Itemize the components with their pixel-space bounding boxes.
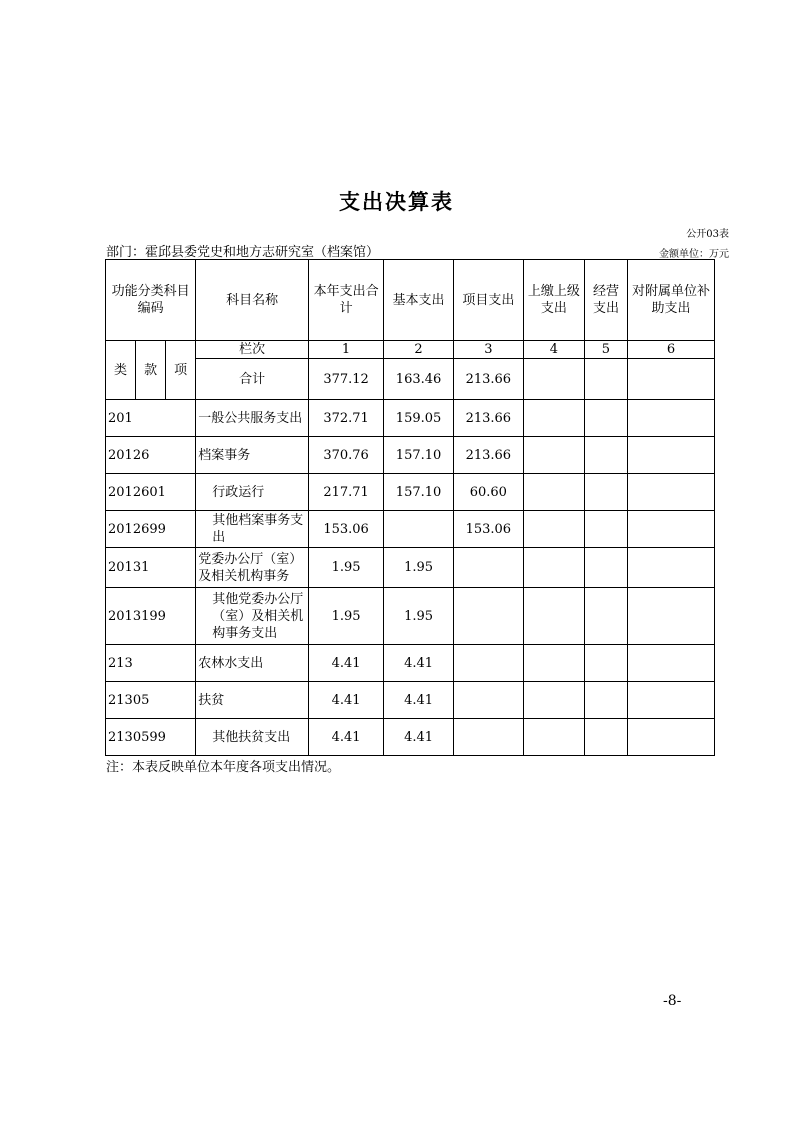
row-total: 1.95 [308,588,383,645]
row-project [453,548,523,588]
total-value: 377.12 [308,359,383,400]
header-row [106,260,715,341]
row-project: 153.06 [453,511,523,548]
row-code: 2013199 [106,588,196,645]
row-total: 4.41 [308,682,383,719]
table-row [106,548,715,588]
department-label: 部门：霍邱县委党史和地方志研究室（档案馆） [106,245,380,260]
row-total: 153.06 [308,511,383,548]
row-basic: 1.95 [384,588,454,645]
row-name: 党委办公厅（室）及相关机构事务 [196,548,309,588]
table-note: 注：本表反映单位本年度各项支出情况。 [106,760,341,775]
page-title: 支出决算表 [339,190,454,214]
row-project [453,719,523,756]
row-name: 其他党委办公厅（室）及相关机构事务支出 [196,588,309,645]
col-num-5: 5 [584,341,627,359]
row-basic [384,511,454,548]
header-basic: 基本支出 [384,260,454,341]
row-basic: 4.41 [384,645,454,682]
header-total: 本年支出合计 [308,260,383,341]
table-row [106,474,715,511]
row-basic: 4.41 [384,719,454,756]
total-project: 213.66 [453,359,523,400]
row-basic: 1.95 [384,548,454,588]
row-project: 213.66 [453,400,523,437]
header-upper: 上缴上级支出 [523,260,584,341]
row-basic: 157.10 [384,474,454,511]
row-project [453,682,523,719]
row-project [453,588,523,645]
table-row [106,400,715,437]
row-name: 农林水支出 [196,645,309,682]
header-business: 经营支出 [584,260,627,341]
row-project: 60.60 [453,474,523,511]
row-total: 4.41 [308,719,383,756]
row-total: 370.76 [308,437,383,474]
row-project: 213.66 [453,437,523,474]
table-row [106,588,715,645]
expenditure-table [105,259,715,756]
row-code: 201 [106,400,196,437]
col-num-4: 4 [523,341,584,359]
table-row [106,682,715,719]
table-row [106,511,715,548]
col-num-6: 6 [627,341,714,359]
row-name: 档案事务 [196,437,309,474]
row-project [453,645,523,682]
page-number: -8- [663,993,682,1009]
header-code: 功能分类科目编码 [106,260,196,341]
row-code: 213 [106,645,196,682]
header-lanci: 栏次 [196,341,309,359]
col-num-2: 2 [384,341,454,359]
amount-unit: 金额单位：万元 [659,249,729,260]
row-name: 一般公共服务支出 [196,400,309,437]
row-basic: 157.10 [384,437,454,474]
col-num-3: 3 [453,341,523,359]
row-code: 20131 [106,548,196,588]
total-row [106,359,715,400]
row-name: 扶贫 [196,682,309,719]
row-total: 217.71 [308,474,383,511]
row-basic: 4.41 [384,682,454,719]
row-total: 4.41 [308,645,383,682]
row-code: 2012601 [106,474,196,511]
table-row [106,437,715,474]
total-label: 合计 [196,359,309,400]
header-xiang: 项 [166,341,196,400]
row-name: 其他档案事务支出 [196,511,309,548]
table-row [106,719,715,756]
row-name: 其他扶贫支出 [196,719,309,756]
col-num-1: 1 [308,341,383,359]
row-total: 1.95 [308,548,383,588]
row-code: 21305 [106,682,196,719]
header-project: 项目支出 [453,260,523,341]
table-row [106,645,715,682]
row-code: 2130599 [106,719,196,756]
row-code: 2012699 [106,511,196,548]
row-name: 行政运行 [196,474,309,511]
header-lei: 类 [106,341,136,400]
total-basic: 163.46 [384,359,454,400]
header-subsidy: 对附属单位补助支出 [627,260,714,341]
header-name: 科目名称 [196,260,309,341]
header-kuan: 款 [136,341,166,400]
column-number-row [106,341,715,359]
row-basic: 159.05 [384,400,454,437]
row-code: 20126 [106,437,196,474]
form-number: 公开03表 [686,229,729,240]
row-total: 372.71 [308,400,383,437]
